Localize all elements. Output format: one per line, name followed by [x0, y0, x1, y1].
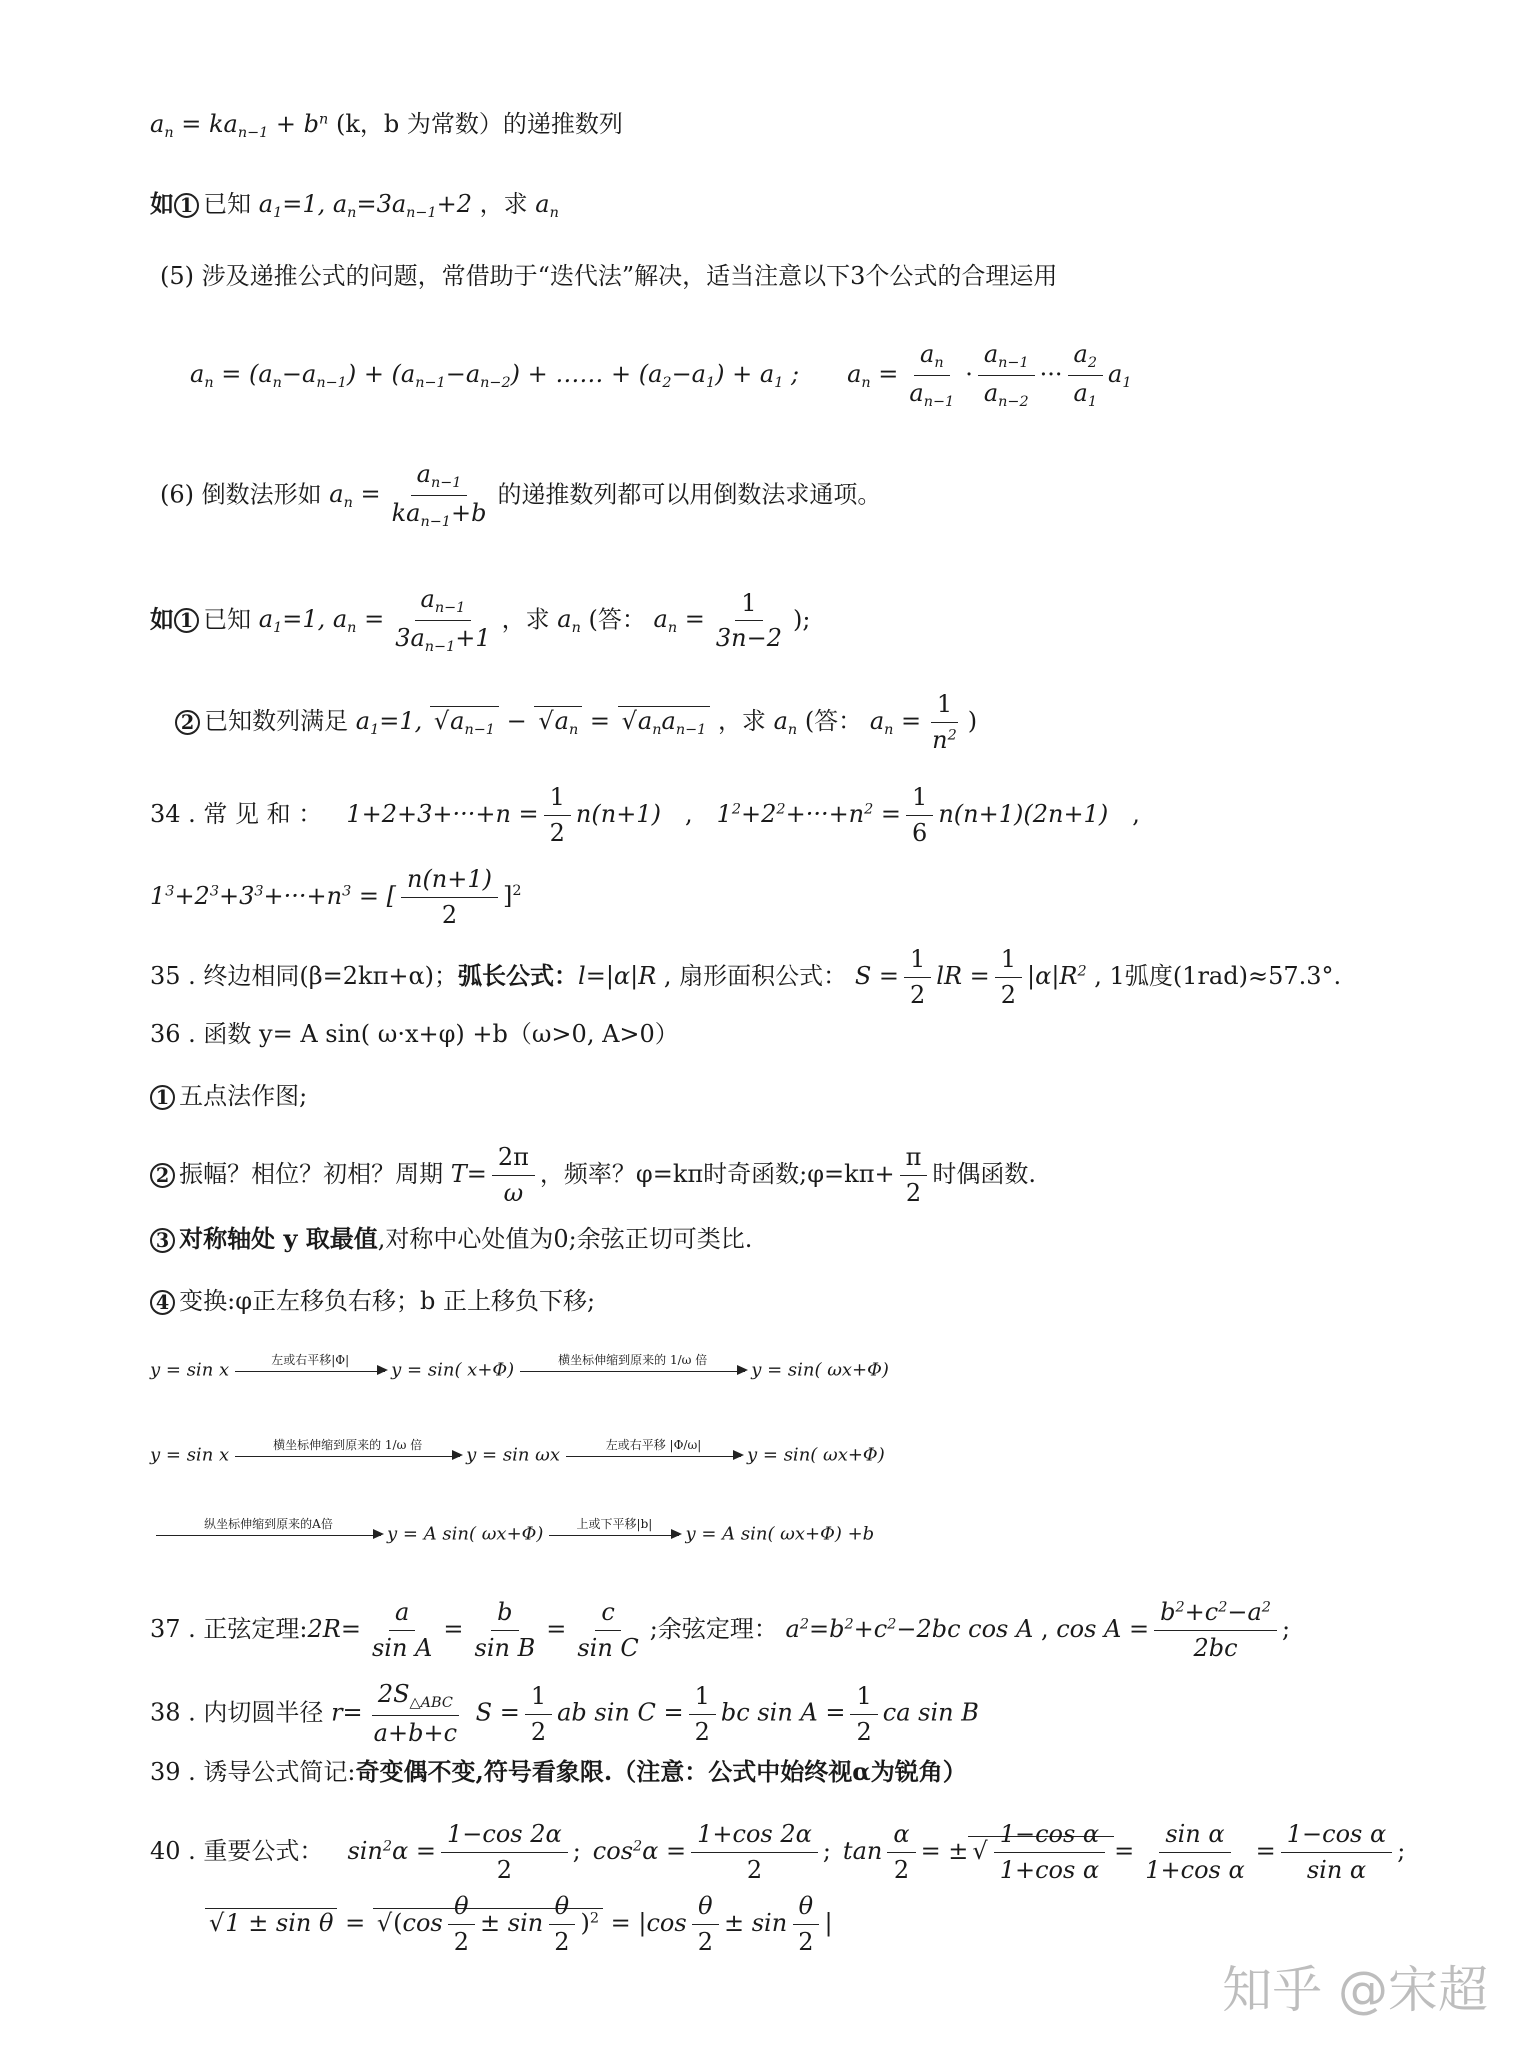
line-1: $a_n = ka_{n-1} + b^n$ (k，b 为常数）的递推数列 — [150, 110, 623, 142]
line-13: 2 振幅？相位？初相？周期 T= $\frac{2\pi}{\omega}$ ，频率？φ=kπ时奇函数;φ=kπ+ $\frac{\pi}{2}$ 时偶函数. — [150, 1143, 1036, 1208]
line-6: 如 1 已知 $a_1=1$, $a_n$ = $\frac{a_{n-1}}{3a_{n-1}+1}$ ，求 $a_n$ (答： $a_n$ = $\frac{1}{3n-2}$ ); — [150, 585, 811, 656]
line-19: 37 . 正弦定理:2R= $\frac{a}{\text{sin A}}$ = $\frac{b}{\text{sin B}}$ = $\frac{c}{\text{sin C}}$ ;余弦定理： $a^2=b^2+c^2-2bc$ cos A , cos A = $\frac{b^2+c^2-a^2}{2bc}$ ; — [150, 1598, 1291, 1662]
line-17: y = sin x 横坐标伸缩到原来的 1/ω 倍 y = sin ωx 左或右平移 |Φ/ω| y = sin( ωx+Φ) — [150, 1438, 885, 1466]
line-23: √ 1 ± sin θ = √ (cos $\frac{\theta}{2}$ ± sin $\frac{\theta}{2}$ )$^2$ = |cos $\frac{\theta}{2}$ ± sin $\frac{\theta}{2}$ | — [205, 1892, 833, 1957]
line-7: 2 已知数列满足 $a_1=1$, √ $a_{n-1}$ − √ $a_n$ = √ $a_na_{n-1}$ ，求 $a_n$ (答： $a_n$ = $\frac{1}{n^2}$ ) — [175, 690, 977, 755]
watermark: 知乎 @宋超 — [1222, 1961, 1488, 2019]
line-12: 1 五点法作图; — [150, 1082, 307, 1111]
line-18: 纵坐标伸缩到原来的A倍 y = A sin( ωx+Φ) 上或下平移|b| y = A sin( ωx+Φ) +b — [150, 1517, 874, 1552]
line-14: 3 对称轴处 y 取最值,对称中心处值为0;余弦正切可类比. — [150, 1225, 752, 1254]
line-5: (6) 倒数法形如 $a_n$ = $a_{n-1}$ $ka_{n-1}+b$ 的递推数列都可以用倒数法求通项。 — [160, 460, 882, 531]
line-3: (5) 涉及递推公式的问题，常借助于“迭代法”解决，适当注意以下3个公式的合理运用 — [160, 262, 1058, 290]
line-11: 36 . 函数 y= A sin( ω·x+φ) +b（ω>0, A>0） — [150, 1020, 679, 1048]
line-2: 如 1 已知 $a_1=1$, $a_n=3a_{n-1}+2$ ，求 $a_n$ — [150, 189, 559, 222]
line-21: 39 . 诱导公式简记:奇变偶不变,符号看象限.（注意：公式中始终视α为锐角） — [150, 1757, 967, 1786]
line-16: y = sin x 左或右平移|Φ| y = sin( x+Φ) 横坐标伸缩到原来的 1/ω 倍 y = sin( ωx+Φ) — [150, 1353, 889, 1381]
line-4: $a_n = (a_n-a_{n-1}) + (a_{n-1}-a_{n-2})$ + …… + $(a_2-a_1) + a_1$ ; $a_n$ = $\frac{a_n}{a_{n-1}}$ · $\frac{a_{n-1}}{a_{n-2}}$ ··· $\frac{a_2}{a_1}$ $a_1$ — [190, 340, 1132, 411]
line-15: 4 变换:φ正左移负右移；b 正上移负下移; — [150, 1287, 595, 1316]
line-20: 38 . 内切圆半径 r= $2S_{\triangle ABC}$ a+b+c S = $\frac{1}{2}$ ab sin C = $\frac{1}{2}$ bc sin A = $\frac{1}{2}$ ca sin B — [150, 1680, 979, 1748]
line-9: $1^3+2^3+3^3+\cdot\cdot\cdot+n^3$ = [ $\frac{n(n+1)}{2}$ ]$^2$ — [150, 865, 522, 929]
line-10: 35 . 终边相同(β=2kπ+α)；弧长公式：l=|α|R , 扇形面积公式： S = $\frac{1}{2}$ lR = $\frac{1}{2}$ $|\alpha|R^2$ , 1弧度(1rad)≈57.3°. — [150, 945, 1342, 1009]
line-22: 40 . 重要公式： $\sin^2\alpha$ = $\frac{1-\cos 2\alpha}{2}$ ; $\cos^2\alpha$ = $\frac{1+\cos 2\alpha}{2}$ ; tan $\frac{\alpha}{2}$ = ± √ $\frac{\text{1−cos α}}{\text{1+cos α}}$ = $\frac{\text{sin α}}{\text{1+cos α}}$ = $\frac{\text{1−cos α}}{\text{sin α}}$ ; — [150, 1820, 1405, 1885]
line-8: 34 . 常 见 和 ： 1+2+3+···+n = $\frac{1}{2}$ n(n+1) , $1^2+2^2+\cdot\cdot\cdot+n^2$ = $\frac{1}{6}$ n(n+1)(2n+1) , — [150, 783, 1140, 847]
